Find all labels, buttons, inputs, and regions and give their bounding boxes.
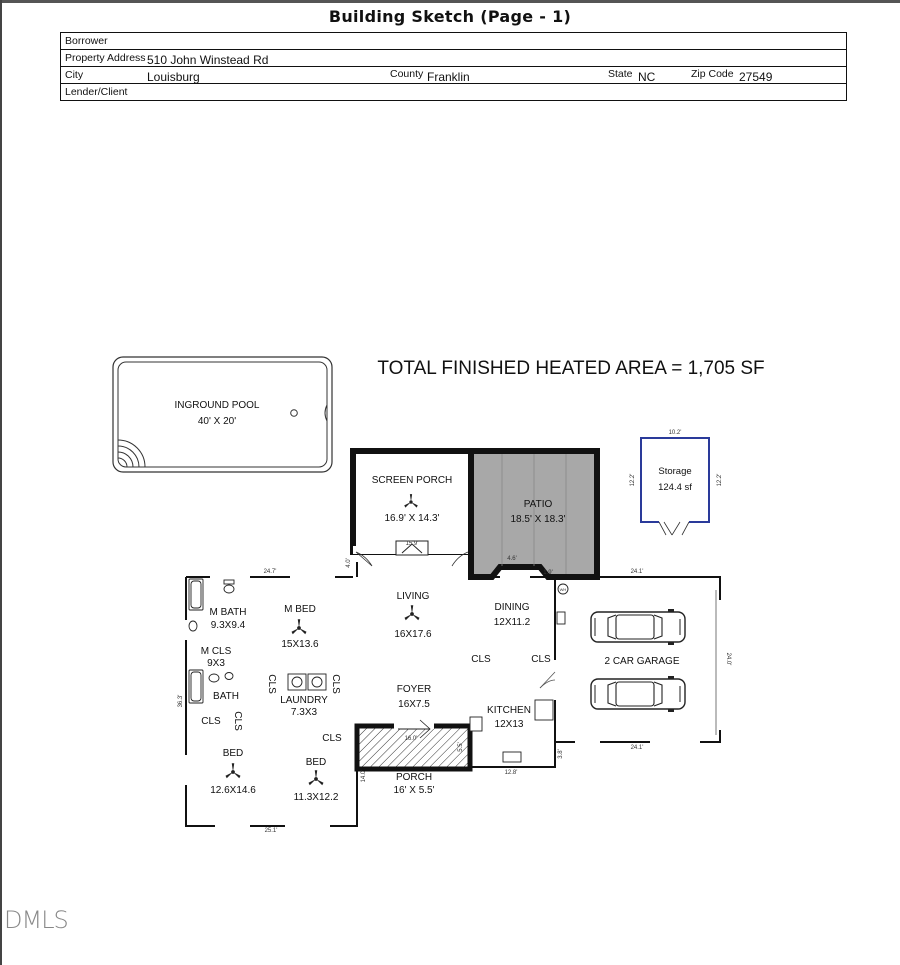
screen-porch-label: SCREEN PORCH bbox=[371, 475, 453, 486]
dim-kitchen-bottom: 12.8' bbox=[504, 770, 518, 776]
state-value: NC bbox=[638, 70, 656, 84]
foyer-label: FOYER bbox=[396, 684, 432, 695]
sheet-title: Building Sketch (Page - 1) bbox=[328, 7, 572, 26]
porch-dim-small: 5.5' bbox=[458, 742, 464, 752]
pool-label: INGROUND POOL bbox=[174, 400, 260, 411]
porch-dim: 16.0' bbox=[404, 736, 418, 742]
closet-label: CLS bbox=[232, 711, 243, 731]
dim-left: 36.3' bbox=[178, 694, 184, 708]
bed-label: BED bbox=[305, 757, 327, 768]
screen-porch-dim: 15.9' bbox=[405, 541, 419, 547]
porch-size: 16' X 5.5' bbox=[393, 785, 435, 796]
storage-label: Storage bbox=[658, 466, 692, 477]
car-icon bbox=[591, 676, 685, 712]
city-value: Louisburg bbox=[147, 70, 200, 84]
patio-label: PATIO bbox=[523, 499, 553, 510]
dim-step: 4.0' bbox=[346, 558, 352, 568]
kitchen-label: KITCHEN bbox=[487, 705, 531, 716]
bed-size: 11.3X12.2 bbox=[293, 792, 339, 803]
bed-size: 12.6X14.6 bbox=[210, 785, 256, 796]
patio-dim: 4.6' bbox=[507, 556, 517, 562]
dim-garage-bottom: 24.1' bbox=[630, 745, 644, 751]
laundry-size: 7.3X3 bbox=[290, 707, 318, 718]
m-bed-label: M BED bbox=[284, 604, 316, 615]
dim-top-left: 24.7' bbox=[263, 569, 277, 575]
kitchen-size: 12X13 bbox=[494, 719, 524, 730]
patio-size: 18.5' X 18.3' bbox=[510, 514, 566, 525]
laundry-label: LAUNDRY bbox=[280, 695, 328, 706]
patio bbox=[471, 451, 597, 577]
porch-label: PORCH bbox=[395, 772, 433, 783]
ceiling-fan-icon bbox=[292, 619, 307, 634]
m-bath-label: M BATH bbox=[209, 607, 247, 618]
water-heater-label: WH bbox=[559, 587, 567, 592]
pool-size: 40' X 20' bbox=[197, 416, 237, 427]
address-value: 510 John Winstead Rd bbox=[147, 53, 269, 67]
foyer-size: 16X7.5 bbox=[398, 699, 430, 710]
dim-porch-side: 14.0' bbox=[361, 769, 367, 783]
state-label: State bbox=[608, 68, 633, 80]
bed-label: BED bbox=[222, 748, 244, 759]
bath-label: BATH bbox=[213, 691, 239, 702]
dining-label: DINING bbox=[494, 602, 530, 613]
dining-size: 12X11.2 bbox=[493, 617, 531, 628]
front-porch bbox=[357, 720, 470, 796]
pool-drain-icon bbox=[291, 410, 298, 417]
closet-label: CLS bbox=[330, 674, 341, 694]
ceiling-fan-icon bbox=[309, 770, 324, 785]
inground-pool bbox=[113, 357, 332, 472]
mls-watermark: DMLS bbox=[4, 906, 68, 934]
living-size: 16X17.6 bbox=[394, 629, 432, 640]
dim-garage-step: 3.8' bbox=[558, 749, 564, 759]
county-value: Franklin bbox=[427, 70, 470, 84]
closet-label: CLS bbox=[322, 733, 342, 744]
city-label: City bbox=[65, 69, 84, 81]
lender-label: Lender/Client bbox=[65, 86, 128, 98]
garage-label: 2 CAR GARAGE bbox=[604, 656, 680, 667]
ceiling-fan-icon bbox=[405, 605, 420, 620]
screen-porch-size: 16.9' X 14.3' bbox=[384, 513, 440, 524]
zip-value: 27549 bbox=[739, 70, 773, 84]
closet-label: CLS bbox=[531, 654, 551, 665]
storage-building bbox=[630, 430, 723, 535]
dim-garage-right: 24.0' bbox=[725, 652, 731, 666]
total-area-label: TOTAL FINISHED HEATED AREA = 1,705 SF bbox=[377, 358, 765, 379]
zip-label: Zip Code bbox=[691, 68, 734, 80]
county-label: County bbox=[390, 68, 424, 80]
m-cls-size: 9X3 bbox=[207, 658, 225, 669]
storage-area: 124.4 sf bbox=[658, 482, 692, 493]
ceiling-fan-icon bbox=[226, 763, 241, 778]
borrower-label: Borrower bbox=[65, 35, 108, 47]
patio-dim-2: 1.9' bbox=[543, 570, 553, 576]
address-label: Property Address bbox=[65, 52, 146, 64]
screen-porch bbox=[353, 451, 471, 566]
storage-dim-right: 12.2' bbox=[717, 473, 723, 487]
car-icon bbox=[591, 609, 685, 645]
m-cls-label: M CLS bbox=[200, 646, 232, 657]
m-bath-size: 9.3X9.4 bbox=[210, 620, 246, 631]
living-label: LIVING bbox=[396, 591, 430, 602]
closet-label: CLS bbox=[201, 716, 221, 727]
closet-label: CLS bbox=[266, 674, 277, 694]
dim-garage-top: 24.1' bbox=[630, 569, 644, 575]
m-bed-size: 15X13.6 bbox=[281, 639, 319, 650]
dim-bottom-left: 25.1' bbox=[264, 828, 278, 834]
closet-label: CLS bbox=[471, 654, 491, 665]
storage-dim-left: 12.2' bbox=[630, 473, 636, 487]
storage-dim-top: 10.2' bbox=[668, 430, 682, 436]
